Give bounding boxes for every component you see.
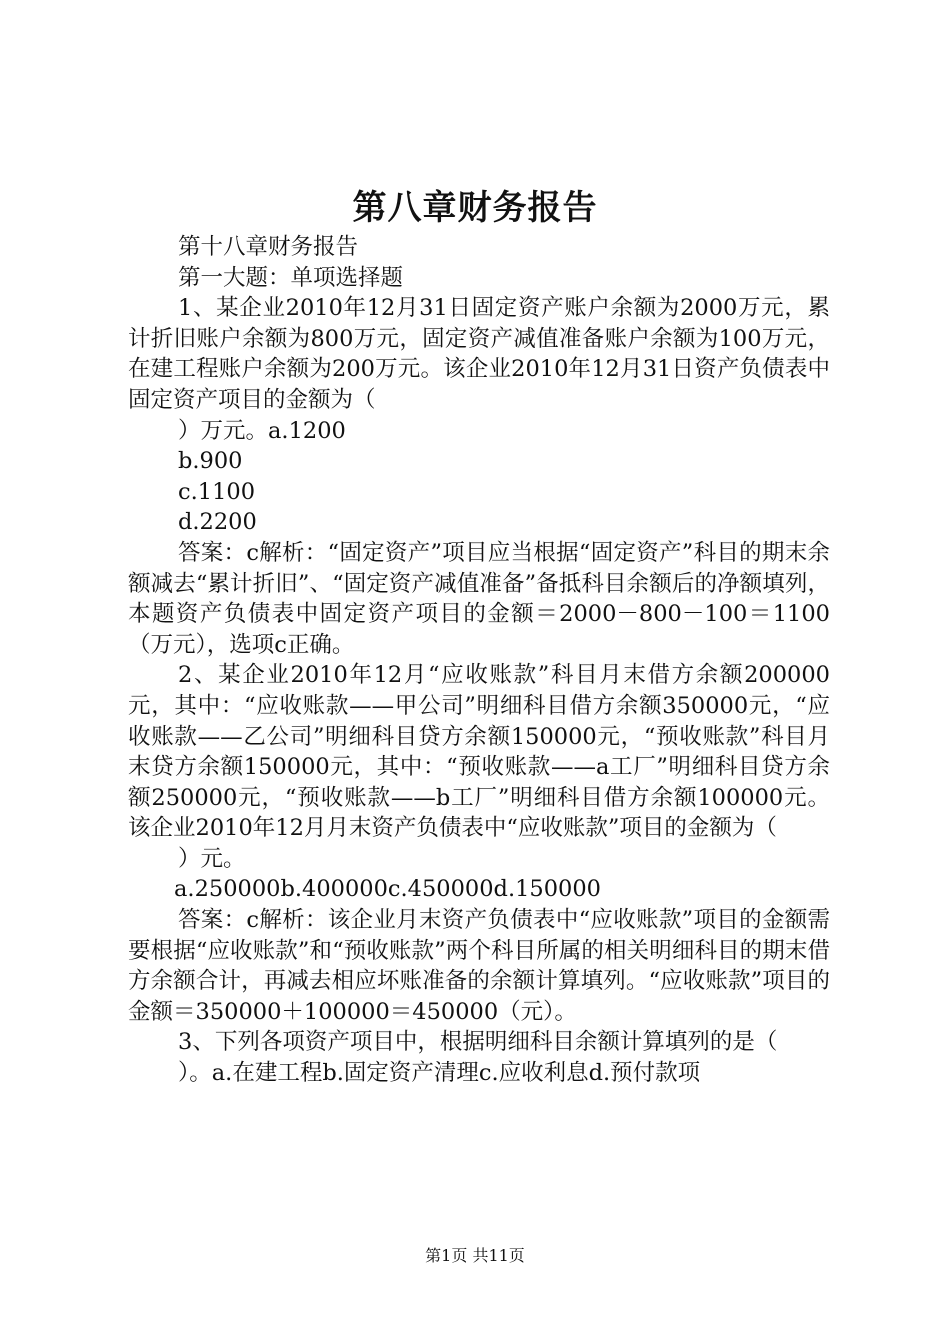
question-2: 2、某企业2010年12月“应收账款”科目月末借方余额200000元，其中：“应收账款——甲公司”明细科目借方余额350000元，“应收账款——乙公司”明细科目贷方余额150000元，“预收账款”科目月末贷方余额150000元，其中：“预收账款——a工厂”明细科目贷方余额250000元，“预收账款——b工厂”明细科目借方余额100000元。该企业2010年12月月末资产负债表中“应收账款”项目的金额为（ (128, 662, 830, 842)
question-2-options: a.250000b.400000c.450000d.150000 (174, 876, 601, 903)
question-3: 3、下列各项资产项目中，根据明细科目余额计算填列的是（ (178, 1029, 778, 1056)
question-2-unit: ）元。 (178, 845, 246, 872)
question-3-options: ）。a.在建工程b.固定资产清理c.应收利息d.预付款项 (178, 1060, 701, 1087)
question-1: 1、某企业2010年12月31日固定资产账户余额为2000万元，累计折旧账户余额为800万元，固定资产减值准备账户余额为100万元，在建工程账户余额为200万元。该企业2010年12月31日资产负债表中固定资产项目的金额为（ (128, 295, 830, 413)
chapter-heading: 第十八章财务报告 (178, 234, 359, 260)
section-heading: 第一大题：单项选择题 (178, 264, 404, 291)
question-1-option-b: b.900 (178, 448, 243, 475)
question-1-option-c: c.1100 (178, 478, 256, 505)
document-body (128, 232, 830, 1089)
answer-1: 答案：c解析：“固定资产”项目应当根据“固定资产”科目的期末余额减去“累计折旧”、“固定资产减值准备”备抵科目余额后的净额填列，本题资产负债表中固定资产项目的金额＝2000－800－100＝1100（万元），选项c正确。 (128, 539, 830, 658)
page-footer: 第1页 共11页 (425, 1246, 525, 1265)
answer-2: 答案：c解析：该企业月末资产负债表中“应收账款”项目的金额需要根据“应收账款”和“预收账款”两个科目所属的相关明细科目的期末借方余额合计，再减去相应坏账准备的余额计算填列。“应收账款”项目的金额＝350000＋100000＝450000（元）。 (128, 907, 830, 1025)
question-1-option-a: ）万元。a.1200 (178, 417, 346, 444)
question-1-option-d: d.2200 (178, 509, 257, 536)
document-title: 第八章财务报告 (352, 188, 598, 228)
